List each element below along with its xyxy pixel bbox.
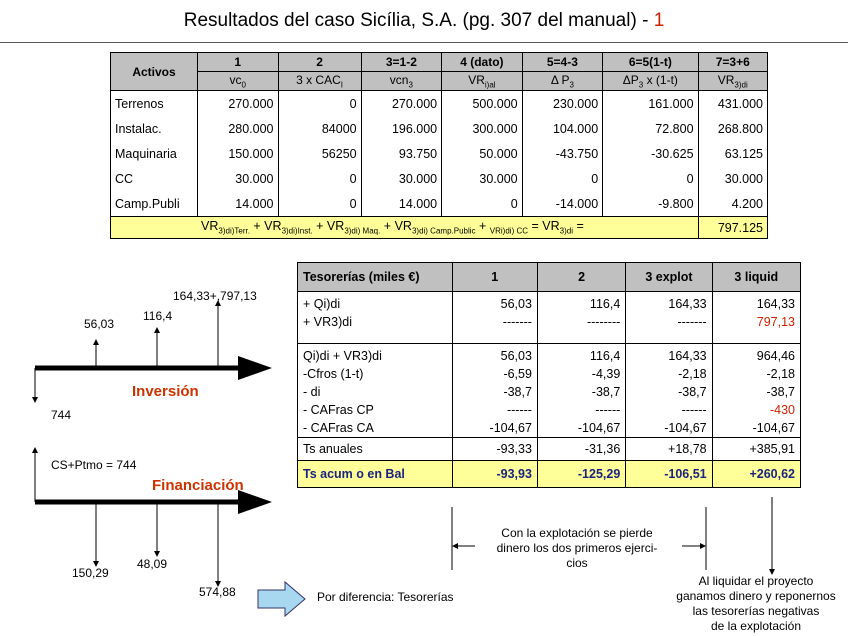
table-cell: 0 — [522, 166, 603, 191]
col-header-formula: $VR_{i)al}$ — [442, 72, 523, 91]
treasury-header-year: 1 — [452, 263, 537, 292]
treasury-block-inflows: + Qi)di + VR3)di 56,03 ------- 116,4 -------- 164,33 ------- 164,33 797,13 — [298, 292, 801, 344]
table-row — [111, 191, 768, 217]
treasury-header-year: 2 — [537, 263, 625, 292]
table-cell: 150.000 — [198, 141, 279, 166]
assets-table — [110, 52, 768, 239]
col-header-formula: 3 x $CAC_I$ — [278, 72, 361, 91]
financiacion-label: Financiación — [152, 477, 244, 494]
treasury-row-ts-acum: Ts acum o en Bal -93,93 -125,29 -106,51 +260,62 — [298, 461, 801, 488]
treasury-row-ts-anuales: Ts anuales -93,33 -31,36 +18,78 +385,91 — [298, 438, 801, 461]
table-cell: 230.000 — [522, 91, 603, 117]
title-number: 1 — [653, 10, 665, 31]
table-cell: 161.000 — [603, 91, 698, 117]
col-header-top: 3=1-2 — [361, 53, 442, 72]
table-cell: 72.800 — [603, 116, 698, 141]
outflow-label-744: 744 — [51, 408, 72, 422]
row-name: Terrenos — [111, 91, 198, 117]
table-row — [111, 166, 768, 191]
table-cell: 0 — [442, 191, 523, 217]
col-header-top: 7=3+6 — [698, 53, 767, 72]
table-cell: 4.200 — [698, 191, 767, 217]
table-cell: 270.000 — [361, 91, 442, 117]
table-cell: 104.000 — [522, 116, 603, 141]
table-cell: 268.800 — [698, 116, 767, 141]
table-cell: -30.625 — [603, 141, 698, 166]
note-explotacion: Con la explotación se pierde dinero los dos primeros ejerci- cios — [496, 526, 658, 570]
activos-header: Activos — [111, 53, 198, 91]
table-cell: 30.000 — [442, 166, 523, 191]
table-cell: 500.000 — [442, 91, 523, 117]
table-row — [111, 116, 768, 141]
table-cell: 270.000 — [198, 91, 279, 117]
col-header-formula: Δ $P_3$ — [522, 72, 603, 91]
table-cell: 56250 — [278, 141, 361, 166]
col-header-top: 4 (dato) — [442, 53, 523, 72]
total-formula: $VR_{3)di)Terr.} + VR_{3)di)Inst.} + VR_{3)di) Maq.} + VR_{3)di) Camp.Public} + _{VRi)di) CC} = VR_{3)di}$ = — [111, 217, 699, 239]
col-header-formula: $vc_0$ — [198, 72, 279, 91]
col-header-formula: $VR_{3)di}$ — [698, 72, 767, 91]
col-header-top: 2 — [278, 53, 361, 72]
table-cell: 30.000 — [698, 166, 767, 191]
inflow-label-y2: 116,4 — [143, 309, 173, 323]
table-cell: 0 — [278, 191, 361, 217]
table-cell: 0 — [603, 166, 698, 191]
col-header-top: 6=5(1-t) — [603, 53, 698, 72]
table-cell: -43.750 — [522, 141, 603, 166]
page-title — [0, 10, 848, 32]
table-row — [111, 141, 768, 166]
inversion-label: Inversión — [132, 383, 199, 400]
table-cell: 30.000 — [361, 166, 442, 191]
col-header-formula: $\Delta P_3$ x (1-t) — [603, 72, 698, 91]
table-cell: 14.000 — [198, 191, 279, 217]
row-name: Maquinaria — [111, 141, 198, 166]
title-text: Resultados del caso Sicília, S.A. (pg. 307 del manual) - — [183, 10, 654, 31]
right-block-arrow-icon — [258, 582, 305, 616]
row-name: CC — [111, 166, 198, 191]
row-name: Instalac. — [111, 116, 198, 141]
treasury-header-year: 3 liquid — [712, 263, 800, 292]
timeline-arrowhead-icon — [238, 356, 272, 380]
table-cell: 93.750 — [361, 141, 442, 166]
table-cell: 63.125 — [698, 141, 767, 166]
table-cell: 30.000 — [198, 166, 279, 191]
col-header-top: 1 — [198, 53, 279, 72]
treasury-header-year: 3 explot — [626, 263, 712, 292]
fin-label-y3: 574,88 — [199, 585, 236, 599]
table-cell: 280.000 — [198, 116, 279, 141]
treasury-header-label: Tesorerías (miles €) — [298, 263, 453, 292]
fin-label-y2: 48,09 — [137, 557, 168, 571]
treasury-block-flows: Qi)di + VR3)di -Cfros (1-t) - di - CAFras CP - CAFras CA 56,03 -6,59 -38,7 ------ -104,67 116,4 -4,39 -38,7 ------ -104,67 164,33 -2,18 -38,7 ------ -104,67 964,46 -2,18 -38,7 -430 -104,67 — [298, 344, 801, 438]
table-cell: 431.000 — [698, 91, 767, 117]
table-cell: -14.000 — [522, 191, 603, 217]
table-row — [111, 91, 768, 117]
cs-ptmo-label: CS+Ptmo = 744 — [51, 458, 137, 472]
table-cell: 0 — [278, 91, 361, 117]
total-value: 797.125 — [698, 217, 767, 239]
table-cell: 14.000 — [361, 191, 442, 217]
table-cell: 50.000 — [442, 141, 523, 166]
table-cell: 84000 — [278, 116, 361, 141]
note-liquidar: Al liquidar el proyecto ganamos dinero y reponernos las tesorerías negativas de la explotación — [676, 574, 836, 633]
title-divider — [0, 42, 848, 43]
col-header-top: 5=4-3 — [522, 53, 603, 72]
inflow-label-y3: 164,33+,797,13 — [173, 289, 257, 303]
table-cell: 0 — [278, 166, 361, 191]
fin-label-y1: 150,29 — [72, 566, 109, 580]
col-header-formula: vcn$_3$ — [361, 72, 442, 91]
inflow-label-y1: 56,03 — [84, 317, 115, 331]
row-name: Camp.Publi — [111, 191, 198, 217]
table-cell: 300.000 — [442, 116, 523, 141]
table-cell: 196.000 — [361, 116, 442, 141]
por-diferencia-label: Por diferencia: Tesorerías — [317, 590, 454, 604]
table-cell: -9.800 — [603, 191, 698, 217]
